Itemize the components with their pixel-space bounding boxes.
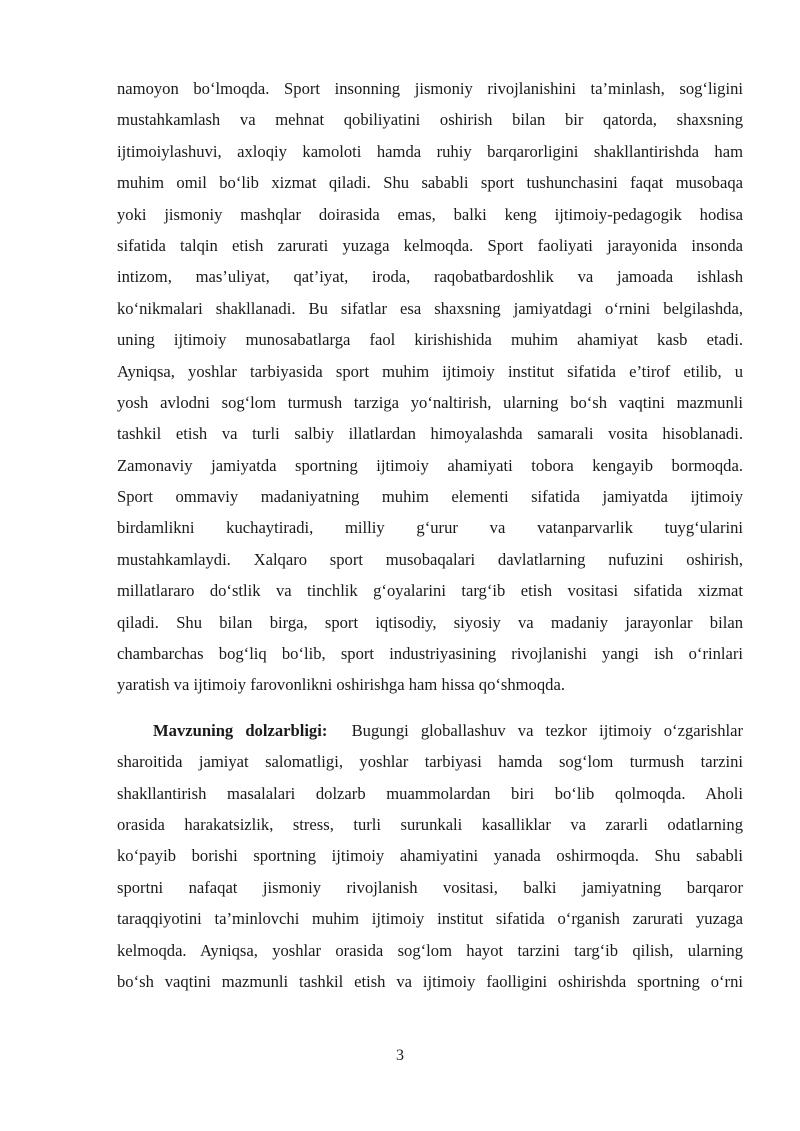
text-line: taraqqiyotini ta’minlovchi muhim ijtimoiy institut sifatida o‘rganish zarurati yuzaga — [117, 909, 743, 929]
text-line: qiladi. Shu bilan birga, sport iqtisodiy, siyosiy va madaniy jarayonlar bilan — [117, 612, 743, 632]
text-line: sportni nafaqat jismoniy rivojlanish vositasi, balki jamiyatning barqaror — [117, 877, 743, 897]
text-line: mustahkamlaydi. Xalqaro sport musobaqalari davlatlarning nufuzini oshirish, — [117, 549, 743, 569]
text-line: sharoitida jamiyat salomatligi, yoshlar tarbiyasi hamda sog‘lom turmush tarzini — [117, 752, 743, 772]
text-line: kelmoqda. Ayniqsa, yoshlar orasida sog‘lom hayot tarzini targ‘ib qilish, ularning — [117, 940, 743, 960]
text-line: yosh avlodni sog‘lom turmush tarziga yo‘naltirish, ularning bo‘sh vaqtini mazmunli — [117, 392, 743, 412]
text-line: uning ijtimoiy munosabatlarga faol kirishishida muhim ahamiyat kasb etadi. — [117, 330, 743, 350]
text-line: ko‘payib borishi sportning ijtimoiy ahamiyatini yanada oshirmoqda. Shu sababli — [117, 846, 743, 866]
page-body — [117, 73, 743, 997]
text-line: Zamonaviy jamiyatda sportning ijtimoiy ahamiyati tobora kengayib bormoqda. — [117, 455, 743, 475]
text-line: tashkil etish va turli salbiy illatlardan himoyalashda samarali vosita hisoblanadi. — [117, 424, 743, 444]
text-line: Sport ommaviy madaniyatning muhim elementi sifatida jamiyatda ijtimoiy — [117, 487, 743, 507]
text-line: ijtimoiylashuvi, axloqiy kamoloti hamda ruhiy barqarorligini shakllantirishda ham — [117, 141, 743, 161]
text-line: yaratish va ijtimoiy farovonlikni oshirishga ham hissa qo‘shmoqda. — [117, 675, 565, 695]
text-line: mustahkamlash va mehnat qobiliyatini oshirish bilan bir qatorda, shaxsning — [117, 110, 743, 130]
page-number: 3 — [396, 1047, 404, 1064]
paragraph-spacer — [117, 701, 743, 715]
text-line: bo‘sh vaqtini mazmunli tashkil etish va ijtimoiy faolligini oshirishda sportning o‘rni — [117, 971, 743, 991]
text-line: yoki jismoniy mashqlar doirasida emas, balki keng ijtimoiy-pedagogik hodisa — [117, 204, 743, 224]
text-line: sifatida talqin etish zarurati yuzaga kelmoqda. Sport faoliyati jarayonida insonda — [117, 235, 743, 255]
text-line: orasida harakatsizlik, stress, turli surunkali kasalliklar va zararli odatlarning — [117, 814, 743, 834]
text-line: shakllantirish masalalari dolzarb muammolardan biri bo‘lib qolmoqda. Aholi — [117, 783, 743, 803]
text-line: ko‘nikmalari shakllanadi. Bu sifatlar esa shaxsning jamiyatdagi o‘rnini belgilashda, — [117, 298, 743, 318]
heading-line — [117, 715, 743, 746]
text-line: muhim omil bo‘lib xizmat qiladi. Shu sababli sport tushunchasini faqat musobaqa — [117, 173, 743, 193]
paragraph-2 — [117, 715, 743, 998]
paragraph-1 — [117, 73, 743, 701]
heading-line-text: Bugungi globallashuv va tezkor ijtimoiy o‘zgarishlar — [351, 720, 743, 740]
text-line: namoyon bo‘lmoqda. Sport insonning jismoniy rivojlanishini ta’minlash, sog‘ligini — [117, 79, 743, 98]
text-line: millatlararo do‘stlik va tinchlik g‘oyalarini targ‘ib etish vositasi sifatida xizmat — [117, 581, 743, 601]
text-line: birdamlikni kuchaytiradi, milliy g‘urur va vatanparvarlik tuyg‘ularini — [117, 518, 743, 538]
text-line: Ayniqsa, yoshlar tarbiyasida sport muhim ijtimoiy institut sifatida e’tirof etilib, u — [117, 361, 743, 381]
text-line: intizom, mas’uliyat, qat’iyat, iroda, raqobatbardoshlik va jamoada ishlash — [117, 267, 743, 287]
section-heading: Mavzuning dolzarbligi: — [153, 720, 328, 740]
text-line: chambarchas bog‘liq bo‘lib, sport industriyasining rivojlanishi yangi ish o‘rinlari — [117, 644, 743, 664]
